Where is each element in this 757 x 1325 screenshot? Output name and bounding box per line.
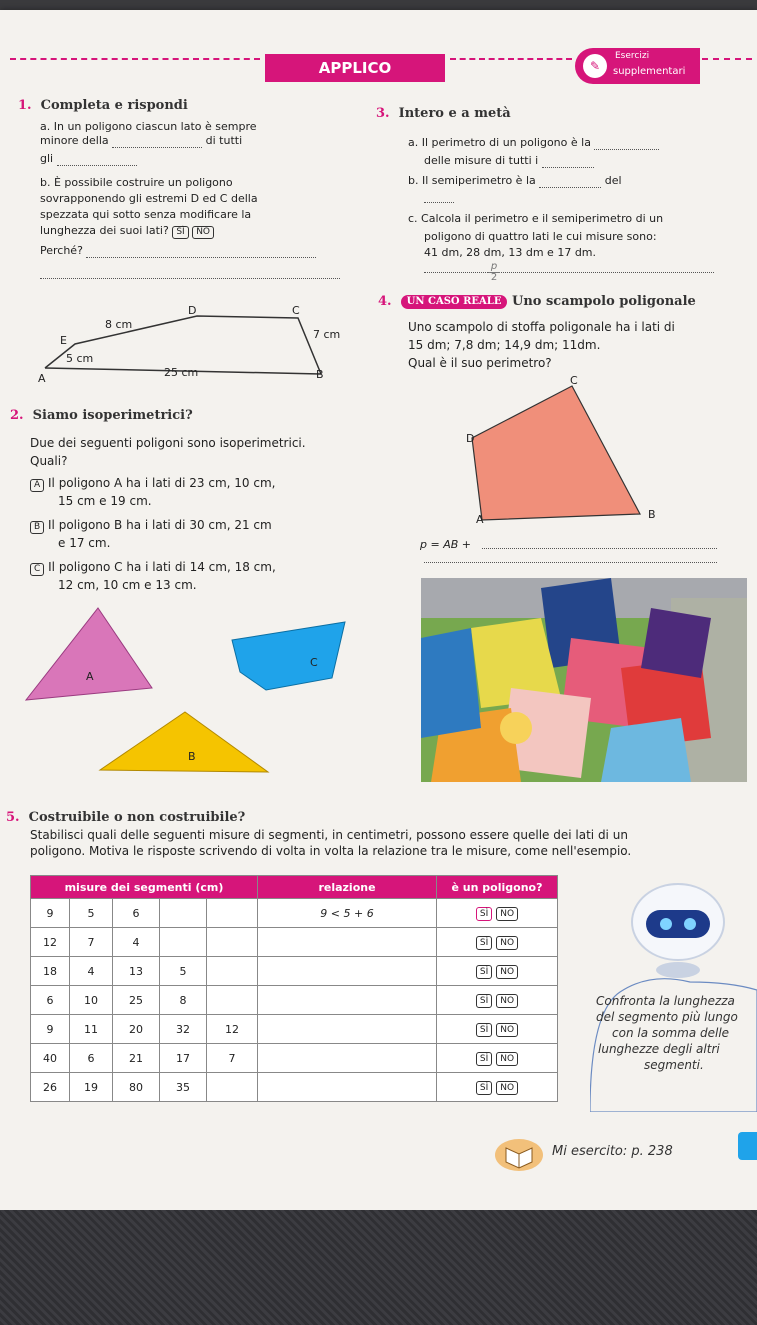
yes-checkbox[interactable]: SÌ [476, 1081, 492, 1095]
semi-perimeter-fraction [488, 262, 500, 283]
fig1-length-ed: 8 cm [105, 318, 133, 331]
ex2-option-a-text1: Il poligono A ha i lati di 23 cm, 10 cm, [48, 476, 276, 490]
cell-measure: 11 [70, 1015, 113, 1044]
cell-answer [437, 928, 558, 957]
ex2-option-b-text2: e 17 cm. [58, 536, 111, 550]
fabric-polygon [472, 386, 640, 520]
ex4-question1: Uno scampolo di stoffa poligonale ha i lati di [408, 320, 675, 334]
robot-tip-line4: lunghezze degli altri [598, 1042, 720, 1056]
cell-answer [437, 986, 558, 1015]
real-case-badge: UN CASO REALE [401, 295, 508, 309]
suppl-label-bottom: supplementari [613, 66, 686, 77]
ex5-number: 5. [6, 810, 20, 825]
cell-measure [207, 899, 258, 928]
suppl-label-top: Esercizi [615, 51, 650, 61]
cell-measure: 5 [160, 957, 207, 986]
book-icon [494, 1138, 544, 1172]
supplementary-exercises-badge[interactable] [575, 48, 700, 84]
header-relation: relazione [258, 876, 437, 899]
table-row [31, 1015, 558, 1044]
cell-measure: 25 [113, 986, 160, 1015]
ex4-label-a: A [476, 513, 484, 526]
cell-measure [160, 928, 207, 957]
cell-measure: 35 [160, 1073, 207, 1102]
table-row [31, 928, 558, 957]
ex2-option-a-letter: A [30, 479, 44, 492]
cell-measure [207, 986, 258, 1015]
ex1-why-blank2[interactable] [40, 278, 340, 279]
ex4-answer-blank1[interactable] [482, 548, 717, 549]
cell-measure [207, 957, 258, 986]
ex2-option-b[interactable] [30, 518, 272, 534]
fabric-scraps-photo [421, 578, 747, 782]
ex1-b-line2: sovrapponendo gli estremi D ed C della [40, 192, 258, 205]
ex2-option-b-letter: B [30, 521, 44, 534]
table-row [31, 986, 558, 1015]
cell-measure: 13 [113, 957, 160, 986]
cell-measure: 12 [31, 928, 70, 957]
ex3-c-line3: 41 dm, 28 dm, 13 dm e 17 dm. [424, 246, 597, 259]
ex2-option-c-letter: C [30, 563, 44, 576]
ex3-b-blank1[interactable] [539, 177, 601, 188]
ex1-b-text4: lunghezza dei suoi lati? [40, 224, 169, 237]
cell-answer [437, 1073, 558, 1102]
ex1-a-line2 [40, 134, 242, 148]
cell-measure: 6 [70, 1044, 113, 1073]
cell-measure [160, 899, 207, 928]
robot-eye-left [660, 918, 672, 930]
table-row [31, 1073, 558, 1102]
ex1-heading [18, 98, 188, 113]
yes-checkbox[interactable]: SÌ [476, 907, 492, 921]
ex1-why-blank1[interactable] [86, 247, 316, 258]
ex1-b-why: Perché? [40, 244, 83, 257]
cell-answer [437, 1044, 558, 1073]
polygon-c [232, 622, 345, 690]
fig1-label-e: E [60, 334, 67, 347]
ex4-formula: p = AB + [420, 538, 471, 551]
ex4-label-d: D [466, 432, 475, 445]
fig1-label-a: A [38, 372, 46, 385]
ex2-question1: Due dei seguenti poligoni sono isoperimetrici. [30, 436, 306, 450]
segments-table [30, 875, 558, 1102]
ex3-a-blank2[interactable] [542, 157, 594, 168]
robot-tip-line2: del segmento più lungo [596, 1010, 738, 1024]
cell-relation[interactable] [258, 1073, 437, 1102]
fig1-label-b: B [316, 368, 324, 381]
cell-measure: 6 [113, 899, 160, 928]
ex2-number: 2. [10, 408, 24, 423]
cell-measure: 7 [70, 928, 113, 957]
cell-measure: 4 [113, 928, 160, 957]
ex1-a-text2: minore della [40, 134, 109, 147]
cell-relation[interactable] [258, 928, 437, 957]
robot-tip-line1: Confronta la lunghezza [596, 994, 735, 1008]
polygon-a [26, 608, 152, 700]
cell-measure [207, 1073, 258, 1102]
ex2-option-c-text2: 12 cm, 10 cm e 13 cm. [58, 578, 197, 592]
ex4-label-b: B [648, 508, 656, 521]
ex4-heading [378, 294, 696, 309]
ex1-yes-option[interactable]: SÌ [172, 226, 188, 239]
ex5-question2: poligono. Motiva le risposte scrivendo di volta in volta la relazione tra le misure, come nell'esempio. [30, 844, 632, 858]
shape-label-c: C [310, 656, 318, 669]
cell-measure: 9 [31, 899, 70, 928]
ex1-number: 1. [18, 98, 32, 113]
ex1-a-line3 [40, 152, 137, 166]
robot-mascot [590, 862, 757, 1112]
ex3-a-line2 [424, 154, 594, 168]
no-checkbox[interactable]: NO [496, 1023, 518, 1037]
ex5-title: Costruibile o non costruibile? [28, 810, 246, 825]
ex1-b-line3: spezzata qui sotto senza modificare la [40, 208, 252, 221]
cell-relation[interactable] [258, 1015, 437, 1044]
ex4-answer-blank2[interactable] [424, 562, 717, 563]
cell-answer [437, 899, 558, 928]
polygon-b [100, 712, 268, 772]
ex3-a-blank1[interactable] [594, 139, 659, 150]
ex2-option-c[interactable] [30, 560, 276, 576]
cell-measure: 12 [207, 1015, 258, 1044]
ex3-a-text2: delle misure di tutti i [424, 154, 539, 167]
cell-measure: 8 [160, 986, 207, 1015]
yes-checkbox[interactable]: SÌ [476, 1052, 492, 1066]
ex4-fabric-quadrilateral [470, 380, 670, 528]
ex3-b-blank2[interactable] [424, 202, 454, 203]
fig1-length-cb: 7 cm [313, 328, 341, 341]
ex3-a-text1: a. Il perimetro di un poligono è la [408, 136, 591, 149]
cell-answer [437, 1015, 558, 1044]
background-surface [0, 1210, 757, 1325]
ex4-question3: Qual è il suo perimetro? [408, 356, 552, 370]
ex2-option-c-text1: Il poligono C ha i lati di 14 cm, 18 cm, [48, 560, 276, 574]
ex4-label-c: C [570, 374, 578, 387]
cell-measure: 10 [70, 986, 113, 1015]
table-header-row [31, 876, 558, 899]
table-row [31, 957, 558, 986]
cell-relation-example: 9 < 5 + 6 [258, 899, 437, 928]
table-row [31, 1044, 558, 1073]
no-checkbox[interactable]: NO [496, 994, 518, 1008]
ex1-no-option[interactable]: NO [192, 226, 214, 239]
ex3-heading [376, 106, 511, 121]
cell-measure: 9 [31, 1015, 70, 1044]
ex4-title: Uno scampolo poligonale [512, 294, 696, 309]
ex3-a-line1 [408, 136, 659, 150]
cell-relation[interactable] [258, 986, 437, 1015]
fraction-denominator: 2 [490, 272, 498, 283]
ex2-option-a[interactable] [30, 476, 275, 492]
robot-neck [656, 962, 700, 978]
ex1-b-line5 [40, 244, 316, 258]
header-dash-right [702, 58, 752, 60]
ex2-option-a-text2: 15 cm e 19 cm. [58, 494, 152, 508]
ex5-question1: Stabilisci quali delle seguenti misure di segmenti, in centimetri, possono essere quelle dei lati di un [30, 828, 628, 842]
ex1-a-line1: a. In un poligono ciascun lato è sempre [40, 120, 257, 133]
robot-visor [646, 910, 710, 938]
cell-measure: 40 [31, 1044, 70, 1073]
yes-checkbox[interactable]: SÌ [476, 994, 492, 1008]
ex3-c-line1: c. Calcola il perimetro e il semiperimetro di un [408, 212, 664, 225]
yes-checkbox[interactable]: SÌ [476, 965, 492, 979]
ex3-c-line2: poligono di quattro lati le cui misure sono: [424, 230, 657, 243]
ex5-heading [6, 810, 245, 825]
no-checkbox[interactable]: NO [496, 1052, 518, 1066]
ex4-question2: 15 dm; 7,8 dm; 14,9 dm; 11dm. [408, 338, 601, 352]
cell-relation[interactable] [258, 957, 437, 986]
fig1-label-d: D [188, 304, 197, 317]
yes-checkbox[interactable]: SÌ [476, 936, 492, 950]
ex1-title: Completa e rispondi [40, 98, 188, 113]
cell-measure: 4 [70, 957, 113, 986]
cell-measure: 6 [31, 986, 70, 1015]
fig1-label-c: C [292, 304, 300, 317]
ex1-b-line1: b. È possibile costruire un poligono [40, 176, 233, 189]
ex3-b-text2: del [604, 174, 622, 187]
no-checkbox[interactable]: NO [496, 1081, 518, 1095]
ex2-heading [10, 408, 193, 423]
header-dash-left [10, 58, 260, 60]
ex2-title: Siamo isoperimetrici? [32, 408, 193, 423]
ex3-b-line1 [408, 174, 622, 188]
ex1-a-blank1[interactable] [112, 137, 202, 148]
cell-relation[interactable] [258, 1044, 437, 1073]
cell-measure: 17 [160, 1044, 207, 1073]
cell-measure: 19 [70, 1073, 113, 1102]
ex2-question2: Quali? [30, 454, 68, 468]
ex1-b-line4 [40, 224, 214, 239]
cell-measure: 5 [70, 899, 113, 928]
cell-measure: 26 [31, 1073, 70, 1102]
ex3-number: 3. [376, 106, 390, 121]
fabric-scraps-illustration [421, 578, 747, 782]
robot-tip-line3: con la somma delle [612, 1026, 730, 1040]
robot-tip-line5: segmenti. [644, 1058, 704, 1072]
yes-checkbox[interactable]: SÌ [476, 1023, 492, 1037]
fraction-numerator: p [488, 262, 500, 273]
ex2-option-b-text1: Il poligono B ha i lati di 30 cm, 21 cm [48, 518, 272, 532]
cell-measure: 32 [160, 1015, 207, 1044]
ex3-b-text1: b. Il semiperimetro è la [408, 174, 536, 187]
ex3-perimeter-blank[interactable] [424, 272, 714, 273]
page-tab-marker [738, 1132, 757, 1160]
section-title-applico: APPLICO [265, 54, 445, 82]
shape-label-a: A [86, 670, 94, 683]
fig1-length-ab: 25 cm [164, 366, 199, 379]
ex4-number: 4. [378, 294, 392, 309]
cell-measure: 18 [31, 957, 70, 986]
header-dash-mid [450, 58, 572, 60]
cell-measure: 80 [113, 1073, 160, 1102]
fig1-length-ae: 5 cm [66, 352, 94, 365]
ex1-a-text3: di tutti [205, 134, 243, 147]
ex1-a-text4: gli [40, 152, 54, 165]
table-row [31, 899, 558, 928]
ex3-title: Intero e a metà [398, 106, 511, 121]
cell-measure: 7 [207, 1044, 258, 1073]
no-checkbox[interactable]: NO [496, 907, 518, 921]
cell-measure [207, 928, 258, 957]
cell-answer [437, 957, 558, 986]
cell-measure: 20 [113, 1015, 160, 1044]
ex1-a-blank2[interactable] [57, 155, 137, 166]
shape-label-b: B [188, 750, 196, 763]
practice-reference[interactable]: Mi esercito: p. 238 [552, 1144, 673, 1159]
header-measures: misure dei segmenti (cm) [31, 876, 258, 899]
textbook-page [0, 10, 757, 1210]
header-is-polygon: è un poligono? [437, 876, 558, 899]
cell-measure: 21 [113, 1044, 160, 1073]
robot-eye-right [684, 918, 696, 930]
pencil-icon: ✎ [583, 54, 607, 78]
no-checkbox[interactable]: NO [496, 965, 518, 979]
no-checkbox[interactable]: NO [496, 936, 518, 950]
